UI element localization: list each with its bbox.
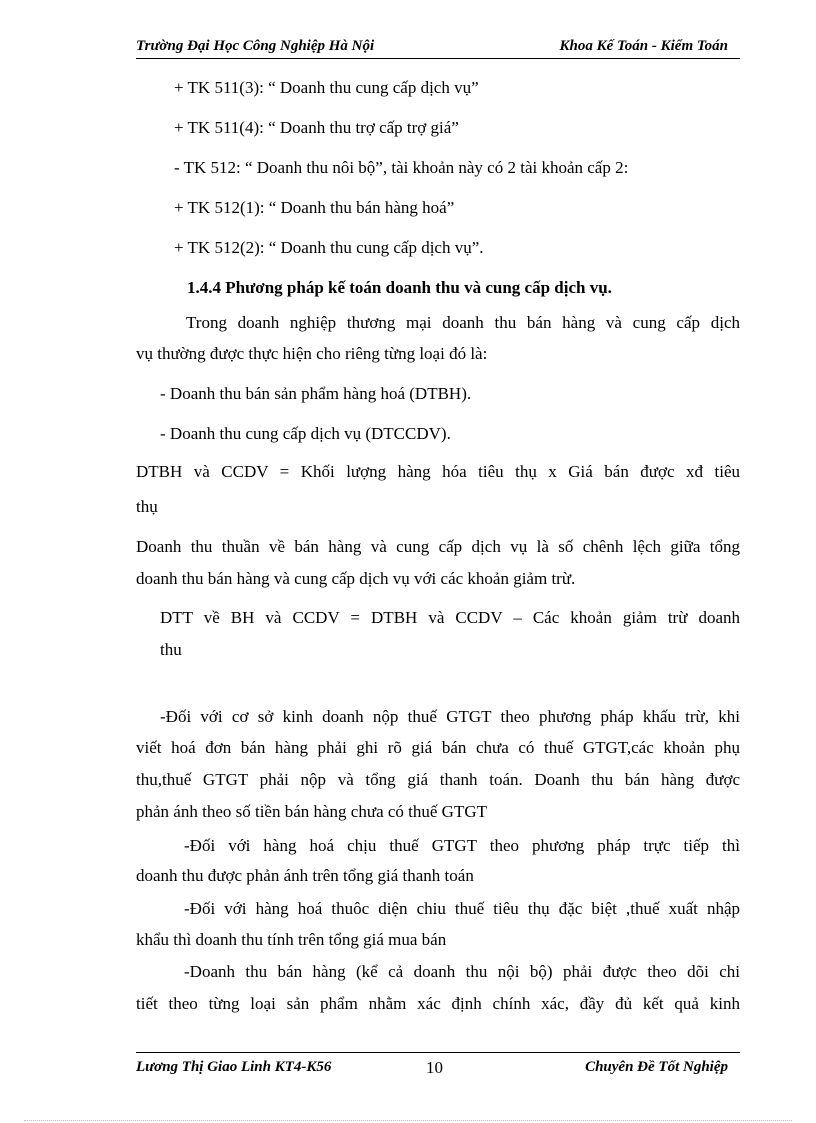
paragraph-line: khẩu thì doanh thu tính trên tổng giá mua bán [136,930,447,949]
section-heading: 1.4.4 Phương pháp kế toán doanh thu và cung cấp dịch vụ. [187,278,612,297]
paragraph-line: doanh thu được phản ánh trên tổng giá thanh toán [136,866,474,885]
formula-line: thu [160,640,182,659]
text-line: + TK 512(1): “ Doanh thu bán hàng hoá” [174,198,455,217]
page-bottom-divider [24,1120,792,1121]
page-header [136,38,740,59]
formula-line: DTT về BH và CCDV = DTBH và CCDV – Các khoản giảm trừ doanh [160,608,740,627]
paragraph-line: Doanh thu thuần về bán hàng và cung cấp dịch vụ là số chênh lệch giữa tổng [136,537,740,556]
bullet-item: - Doanh thu cung cấp dịch vụ (DTCCDV). [160,424,451,443]
paragraph-line: thu,thuế GTGT phải nộp và tổng giá thanh toán. Doanh thu bán hàng được [136,770,740,789]
text-line: + TK 512(2): “ Doanh thu cung cấp dịch vụ”. [174,238,484,257]
paragraph-line: -Đối với cơ sở kinh doanh nộp thuế GTGT theo phương pháp khấu trừ, khi [160,707,740,726]
formula-line: DTBH và CCDV = Khối lượng hàng hóa tiêu thụ x Giá bán được xđ tiêu [136,462,740,481]
paragraph-line: phản ánh theo số tiền bán hàng chưa có thuế GTGT [136,802,487,821]
paragraph-line: vụ thường được thực hiện cho riêng từng loại đó là: [136,344,488,363]
text-line: + TK 511(3): “ Doanh thu cung cấp dịch vụ” [174,78,479,97]
footer-doc-type: Chuyên Đề Tốt Nghiệp [585,1059,728,1075]
text-line: + TK 511(4): “ Doanh thu trợ cấp trợ giá” [174,118,459,137]
page-footer [136,1052,740,1075]
text-line: - TK 512: “ Doanh thu nôi bộ”, tài khoản này có 2 tài khoản cấp 2: [174,158,629,177]
formula-line: thụ [136,497,158,516]
header-school: Trường Đại Học Công Nghiệp Hà Nội [136,38,375,54]
paragraph-line: tiết theo từng loại sản phẩm nhằm xác định chính xác, đầy đủ kết quả kinh [136,994,740,1013]
paragraph-line: -Doanh thu bán hàng (kể cả doanh thu nội bộ) phải được theo dõi chi [184,962,740,981]
paragraph-line: -Đối với hàng hoá thuôc diện chiu thuế tiêu thụ đặc biệt ,thuế xuất nhập [184,899,740,918]
paragraph-line: doanh thu bán hàng và cung cấp dịch vụ với các khoản giảm trừ. [136,569,576,588]
paragraph-line: Trong doanh nghiệp thương mại doanh thu bán hàng và cung cấp dịch [186,313,740,332]
paragraph-line: viết hoá đơn bán hàng phải ghi rõ giá bán chưa có thuế GTGT,các khoản phụ [136,738,740,757]
page-number: 10 [426,1058,443,1077]
bullet-item: - Doanh thu bán sản phẩm hàng hoá (DTBH). [160,384,472,403]
paragraph-line: -Đối với hàng hoá chịu thuế GTGT theo phương pháp trực tiếp thì [184,836,740,855]
header-faculty: Khoa Kế Toán - Kiểm Toán [559,38,728,54]
footer-author: Lương Thị Giao Linh KT4-K56 [136,1059,332,1075]
